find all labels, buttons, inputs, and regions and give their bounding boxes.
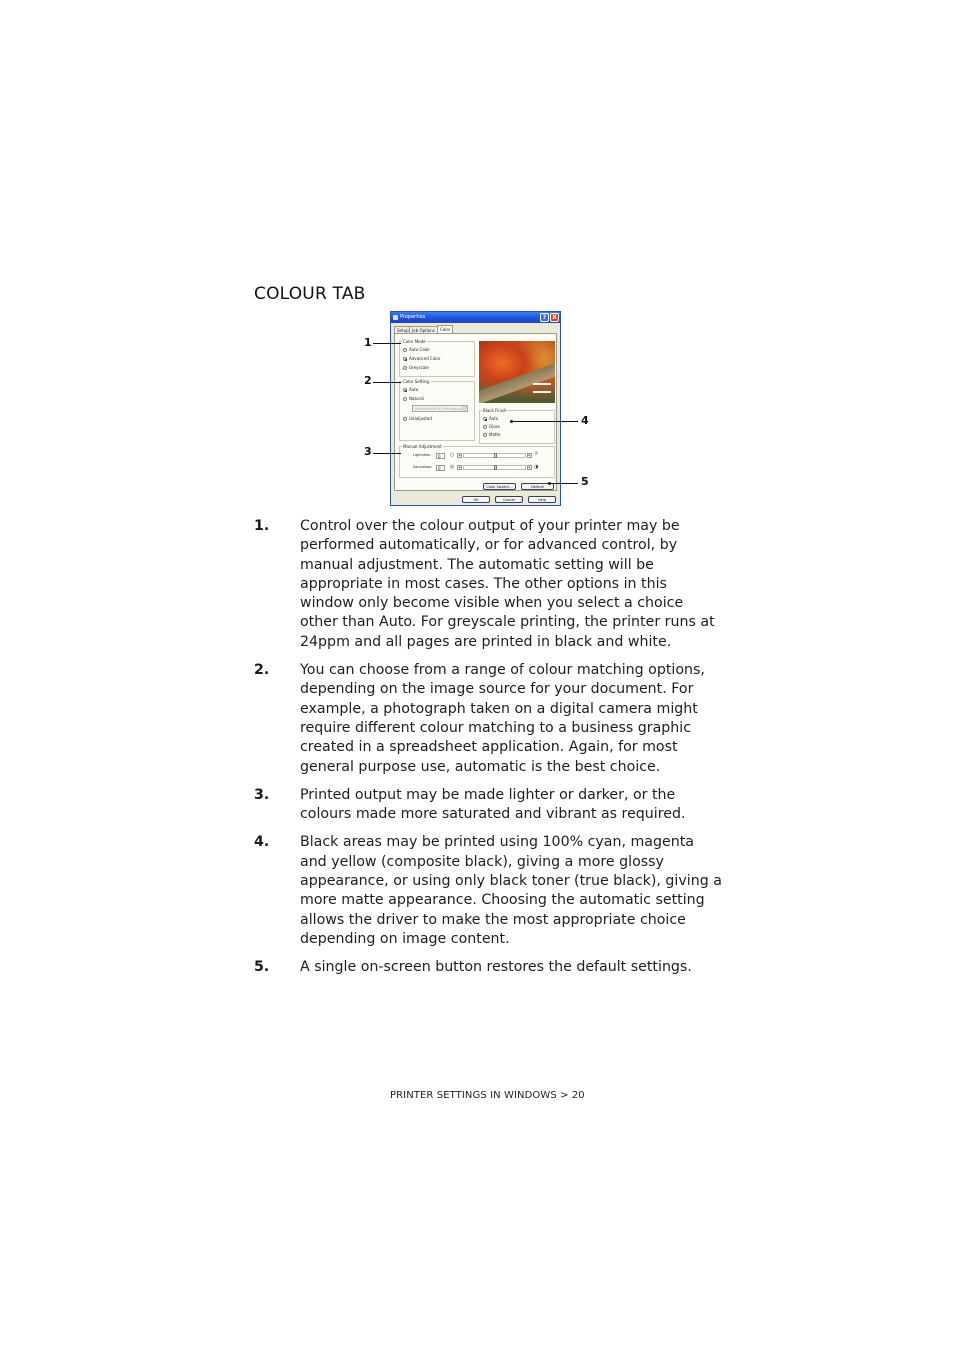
properties-window bbox=[390, 311, 561, 506]
list-item bbox=[254, 517, 724, 652]
list-text: Printed output may be made lighter or darker, or the colours made more saturated and vibrant as required. bbox=[300, 786, 686, 823]
saturation-input[interactable]: 0 bbox=[436, 465, 445, 471]
help-button[interactable]: Help bbox=[528, 496, 556, 503]
callout-1: 1 bbox=[364, 336, 372, 349]
close-icon[interactable]: X bbox=[550, 313, 559, 322]
callout-5-leader bbox=[550, 483, 578, 484]
radio-matte[interactable]: Matte bbox=[483, 432, 501, 437]
list-number: 3. bbox=[254, 786, 270, 803]
radio-selected-icon bbox=[403, 388, 407, 392]
tab-color[interactable]: Color bbox=[437, 325, 453, 333]
list-item bbox=[254, 958, 724, 977]
lightness-right-arrow-icon[interactable]: ▸ bbox=[528, 453, 531, 457]
lightness-left-arrow-icon[interactable]: ◂ bbox=[458, 453, 461, 457]
callout-4: 4 bbox=[581, 414, 589, 427]
list-text: Black areas may be printed using 100% cyan, magenta and yellow (composite black), giving a more glossy appearance, or using only black toner (true black), giving a more matte appearance. Choosing the automatic setting allows the driver to make the most appropriate choice depending on image content. bbox=[300, 834, 722, 947]
sun-icon: ☼ bbox=[534, 451, 539, 457]
list-number: 5. bbox=[254, 959, 270, 976]
saturation-right-arrow-icon[interactable]: ▸ bbox=[528, 465, 531, 469]
radio-icon bbox=[483, 425, 487, 429]
lightness-thumb[interactable] bbox=[494, 453, 497, 458]
properties-dialog-figure bbox=[362, 310, 592, 508]
lightness-input[interactable]: 0 bbox=[436, 453, 445, 459]
callout-1-leader bbox=[373, 343, 401, 344]
saturation-left-arrow-icon[interactable]: ◂ bbox=[458, 465, 461, 469]
lightness-label: Lightness: bbox=[413, 453, 431, 457]
default-button[interactable]: Default bbox=[521, 483, 554, 490]
help-title-button[interactable]: ? bbox=[540, 313, 549, 322]
lightness-slider[interactable] bbox=[463, 453, 526, 458]
cancel-button[interactable]: Cancel bbox=[495, 496, 523, 503]
section-heading: COLOUR TAB bbox=[254, 284, 366, 304]
contrast-icon: ◑ bbox=[534, 464, 539, 470]
list-item bbox=[254, 833, 724, 949]
tab-job-options[interactable]: Job Options bbox=[409, 326, 438, 333]
callout-3-leader bbox=[373, 453, 401, 454]
preview-image bbox=[479, 341, 555, 403]
radio-selected-icon bbox=[483, 417, 487, 421]
low-saturation-icon: ◎ bbox=[450, 464, 455, 470]
radio-selected-icon bbox=[403, 357, 407, 361]
radio-auto-color[interactable]: Auto Color bbox=[403, 347, 430, 352]
numbered-list bbox=[254, 517, 724, 978]
saturation-slider[interactable] bbox=[463, 465, 526, 470]
radio-icon bbox=[403, 397, 407, 401]
printer-icon bbox=[393, 315, 398, 320]
list-number: 1. bbox=[254, 518, 270, 534]
list-text: Control over the colour output of your printer may be performed automatically, or for advanced control, by manual adjustment. The automatic setting will be appropriate in most cases. The other options in this window only become visible when you select a choice other than Auto. For greyscale printing, the printer runs at 24ppm and all pages are printed in black and white. bbox=[300, 518, 715, 650]
list-text: You can choose from a range of colour matching options, depending on the image source for your document. For example, a photograph taken on a digital camera might require different colour matching to a business graphic created in a spreadsheet application. Again, for most general purpose use, automatic is the best choice. bbox=[300, 662, 705, 775]
list-item bbox=[254, 661, 724, 777]
black-finish-label: Black Finish bbox=[483, 408, 507, 413]
radio-natural[interactable]: Natural bbox=[403, 396, 424, 401]
radio-icon bbox=[403, 417, 407, 421]
page-footer: PRINTER SETTINGS IN WINDOWS > 20 bbox=[390, 1090, 585, 1101]
radio-icon bbox=[403, 366, 407, 370]
window-title: Properties bbox=[400, 314, 426, 320]
list-number: 2. bbox=[254, 662, 270, 679]
callout-2-leader bbox=[373, 382, 401, 383]
radio-advanced-color[interactable]: Advanced Color bbox=[403, 356, 440, 361]
color-matching-dropdown[interactable]: Monitor(6500K) Perceptual bbox=[412, 405, 468, 412]
ok-button[interactable]: OK bbox=[462, 496, 490, 503]
tab-setup[interactable]: Setup bbox=[394, 326, 412, 333]
list-number: 4. bbox=[254, 834, 270, 851]
list-text: A single on-screen button restores the default settings. bbox=[300, 959, 692, 976]
radio-icon bbox=[483, 433, 487, 437]
radio-icon bbox=[403, 348, 407, 352]
list-item bbox=[254, 786, 724, 825]
callout-2: 2 bbox=[364, 374, 372, 387]
radio-greyscale[interactable]: Greyscale bbox=[403, 365, 429, 370]
color-setting-group bbox=[399, 381, 475, 441]
radio-gloss[interactable]: Gloss bbox=[483, 424, 500, 429]
title-bar bbox=[391, 312, 560, 323]
color-swatch-button[interactable]: Color Swatch... bbox=[483, 483, 516, 490]
color-tab-panel bbox=[394, 333, 557, 491]
preview-fence bbox=[533, 383, 551, 393]
callout-3: 3 bbox=[364, 445, 372, 458]
callout-5: 5 bbox=[581, 475, 589, 488]
manual-adjustment-group bbox=[399, 446, 555, 478]
color-mode-group bbox=[399, 341, 475, 377]
saturation-label: Saturation: bbox=[413, 465, 433, 469]
color-setting-label: Color Setting bbox=[403, 379, 430, 384]
radio-unadjusted[interactable]: Unadjusted bbox=[403, 416, 432, 421]
manual-adjustment-label: Manual Adjustment bbox=[403, 444, 442, 449]
chevron-down-icon bbox=[462, 406, 467, 411]
black-finish-group bbox=[479, 410, 555, 444]
saturation-thumb[interactable] bbox=[494, 465, 497, 470]
color-mode-label: Color Mode bbox=[403, 339, 426, 344]
radio-setting-auto[interactable]: Auto bbox=[403, 387, 418, 392]
callout-4-leader bbox=[512, 421, 578, 422]
dark-circle-icon: ○ bbox=[450, 452, 455, 458]
radio-finish-auto[interactable]: Auto bbox=[483, 416, 498, 421]
